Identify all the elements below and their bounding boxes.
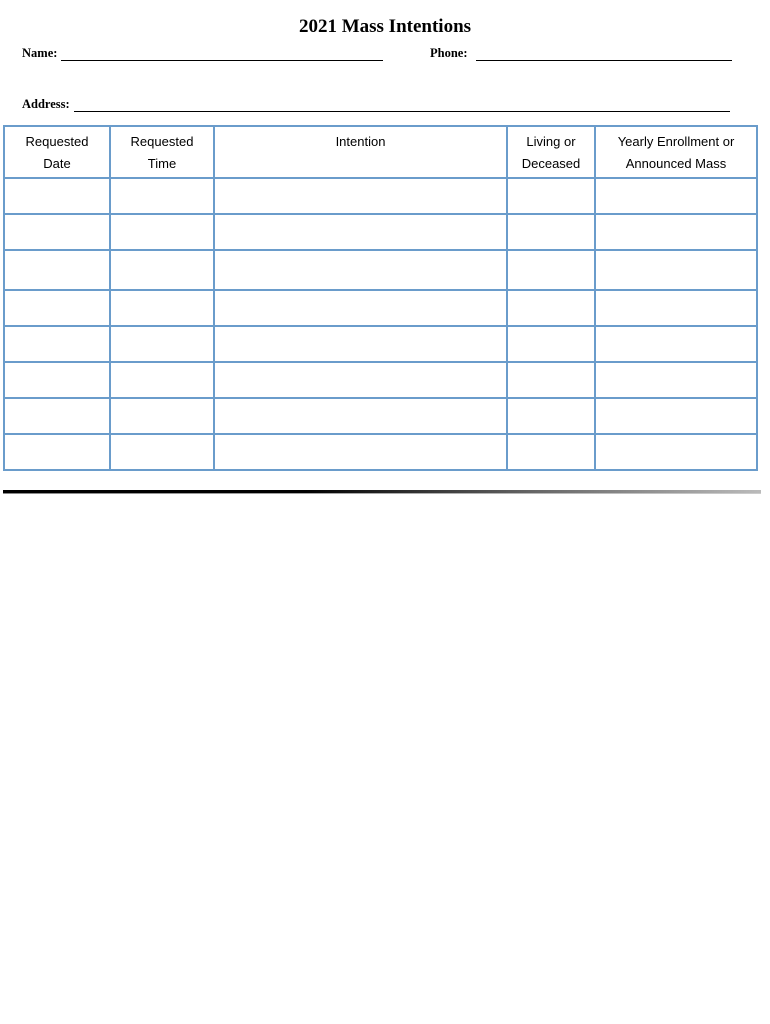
cell-requested-date[interactable] (4, 290, 110, 326)
header-line: Living or (526, 134, 576, 149)
table-row (4, 290, 757, 326)
cell-living-or-deceased[interactable] (507, 398, 595, 434)
header-line: Requested (130, 134, 194, 149)
cell-requested-time[interactable] (110, 250, 214, 290)
address-field-row (22, 97, 730, 112)
header-line: Time (147, 156, 177, 171)
cell-intention[interactable] (214, 290, 507, 326)
table-row (4, 326, 757, 362)
cell-living-or-deceased[interactable] (507, 178, 595, 214)
table-row (4, 434, 757, 470)
separator-line-shadow (3, 493, 761, 494)
cell-intention[interactable] (214, 178, 507, 214)
cell-requested-time[interactable] (110, 290, 214, 326)
cell-requested-date[interactable] (4, 434, 110, 470)
address-field[interactable] (74, 99, 730, 112)
phone-field-row (430, 46, 732, 61)
header-living-or-deceased (507, 126, 595, 178)
phone-label: Phone: (430, 46, 468, 60)
cell-intention[interactable] (214, 362, 507, 398)
header-line: Deceased (521, 156, 581, 171)
header-intention (214, 126, 507, 178)
cell-enrollment-or-mass[interactable] (595, 214, 757, 250)
name-field[interactable] (61, 48, 383, 61)
cell-enrollment-or-mass[interactable] (595, 434, 757, 470)
cell-enrollment-or-mass[interactable] (595, 250, 757, 290)
name-label: Name: (22, 46, 58, 60)
cell-living-or-deceased[interactable] (507, 434, 595, 470)
cell-enrollment-or-mass[interactable] (595, 178, 757, 214)
table-row (4, 178, 757, 214)
header-line: Date (43, 156, 71, 171)
table-row (4, 362, 757, 398)
cell-requested-date[interactable] (4, 398, 110, 434)
cell-intention[interactable] (214, 434, 507, 470)
table-row (4, 398, 757, 434)
cell-requested-time[interactable] (110, 214, 214, 250)
table-row (4, 250, 757, 290)
header-line: Requested (25, 134, 89, 149)
header-line: Intention (335, 134, 386, 149)
cell-enrollment-or-mass[interactable] (595, 398, 757, 434)
table-row (4, 214, 757, 250)
header-enrollment-or-mass (595, 126, 757, 178)
cell-requested-time[interactable] (110, 398, 214, 434)
cell-intention[interactable] (214, 214, 507, 250)
cell-living-or-deceased[interactable] (507, 214, 595, 250)
cell-requested-date[interactable] (4, 326, 110, 362)
cell-requested-date[interactable] (4, 362, 110, 398)
phone-field[interactable] (476, 48, 732, 61)
header-requested-date (4, 126, 110, 178)
cell-living-or-deceased[interactable] (507, 290, 595, 326)
header-line: Yearly Enrollment or (617, 134, 735, 149)
intentions-table (3, 125, 758, 471)
address-label: Address: (22, 97, 70, 111)
cell-requested-date[interactable] (4, 214, 110, 250)
cell-requested-time[interactable] (110, 326, 214, 362)
cell-requested-time[interactable] (110, 362, 214, 398)
table-header-row (4, 126, 757, 178)
cell-living-or-deceased[interactable] (507, 250, 595, 290)
cell-requested-time[interactable] (110, 434, 214, 470)
cell-intention[interactable] (214, 250, 507, 290)
header-line: Announced Mass (625, 156, 727, 171)
cell-intention[interactable] (214, 398, 507, 434)
cell-living-or-deceased[interactable] (507, 326, 595, 362)
cell-enrollment-or-mass[interactable] (595, 326, 757, 362)
cell-requested-date[interactable] (4, 178, 110, 214)
name-field-row (22, 46, 383, 61)
cell-living-or-deceased[interactable] (507, 362, 595, 398)
cell-enrollment-or-mass[interactable] (595, 362, 757, 398)
cell-requested-date[interactable] (4, 250, 110, 290)
cell-enrollment-or-mass[interactable] (595, 290, 757, 326)
header-requested-time (110, 126, 214, 178)
cell-intention[interactable] (214, 326, 507, 362)
page-title: 2021 Mass Intentions (298, 16, 472, 37)
cell-requested-time[interactable] (110, 178, 214, 214)
